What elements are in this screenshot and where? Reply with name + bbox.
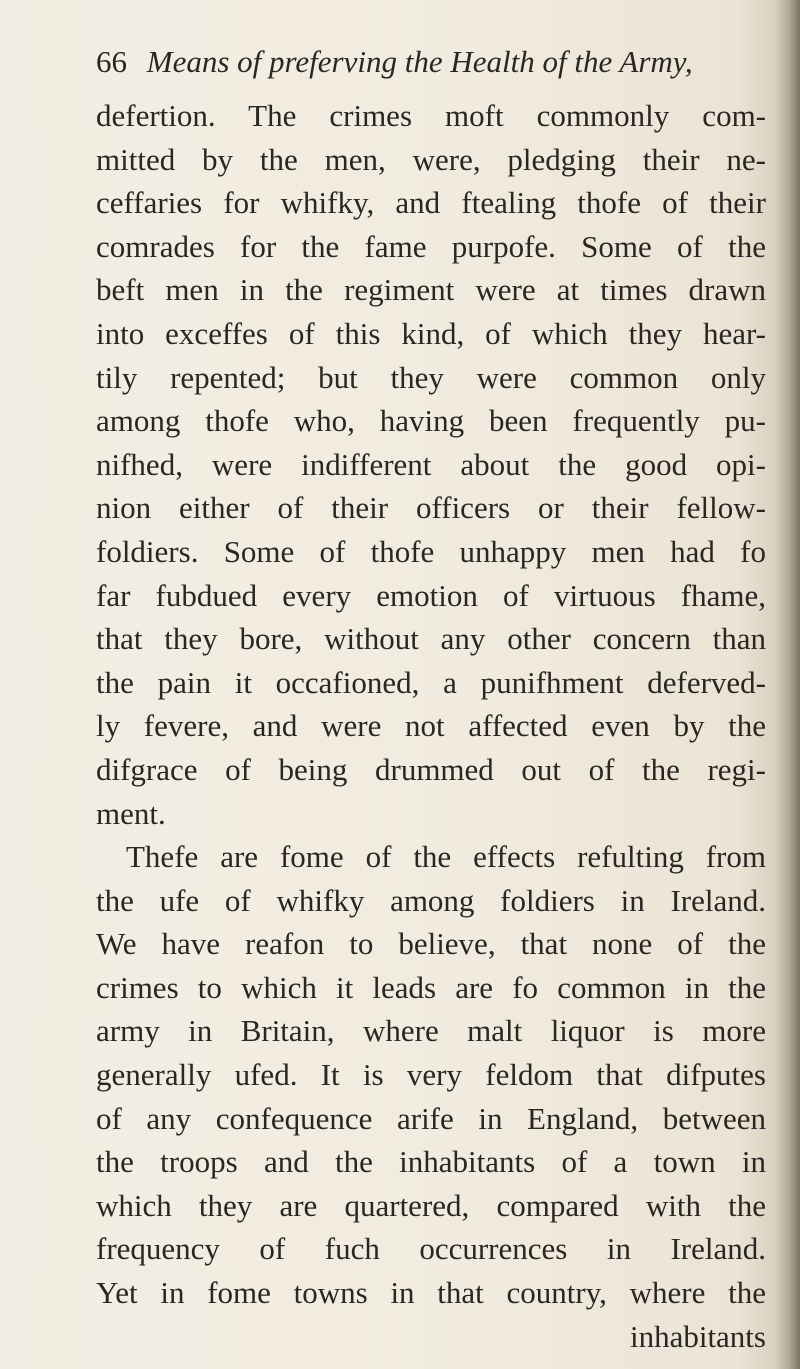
text-line: frequency of fuch occurrences in Ireland. [96, 1231, 766, 1267]
text-line: ceffaries for whifky, and ftealing thofe of their [96, 185, 766, 221]
text-line: crimes to which it leads are fo common in the [96, 969, 766, 1005]
text-line: tily repented; but they were common only [96, 359, 766, 395]
text-line: foldiers. Some of thofe unhappy men had fo [96, 533, 766, 569]
paragraph-start-line: Thefe are fome of the effects refulting from [126, 839, 766, 875]
text-line: generally ufed. It is very feldom that difputes [96, 1057, 766, 1093]
text-line: army in Britain, where malt liquor is more [96, 1013, 766, 1049]
text-line: nifhed, were indifferent about the good opi- [96, 446, 766, 482]
body-text [96, 94, 766, 1358]
text-line: comrades for the fame purpofe. Some of the [96, 228, 766, 264]
paragraph-end-line: ment. [96, 795, 166, 831]
page-gutter-shadow [774, 0, 800, 1369]
text-line: that they bore, without any other concern than [96, 621, 766, 657]
text-line: the ufe of whifky among foldiers in Ireland. [96, 882, 766, 918]
text-line: into exceffes of this kind, of which they hear- [96, 315, 766, 351]
page-header [96, 44, 736, 90]
text-line: of any confequence arife in England, between [96, 1100, 766, 1136]
text-line: We have reafon to believe, that none of the [96, 926, 766, 962]
catchword: inhabitants [629, 1318, 766, 1354]
text-line: which they are quartered, compared with the [96, 1187, 766, 1223]
text-line: far fubdued every emotion of virtuous fhame, [96, 577, 766, 613]
page-number: 66 [96, 44, 127, 79]
text-line: the pain it occafioned, a punifhment deferved- [96, 664, 766, 700]
text-line: difgrace of being drummed out of the regi- [96, 751, 766, 787]
text-line: defertion. The crimes moft commonly com- [96, 98, 766, 133]
text-line: ly fevere, and were not affected even by the [96, 708, 766, 744]
text-line: the troops and the inhabitants of a town in [96, 1144, 766, 1180]
text-line: mitted by the men, were, pledging their ne- [96, 141, 766, 177]
text-line: Yet in fome towns in that country, where the [96, 1275, 766, 1311]
text-line: beft men in the regiment were at times drawn [96, 272, 766, 308]
text-line: nion either of their officers or their fellow- [96, 490, 766, 526]
text-line: among thofe who, having been frequently pu- [96, 403, 766, 439]
running-title: Means of preferving the Health of the Army, [146, 44, 693, 79]
